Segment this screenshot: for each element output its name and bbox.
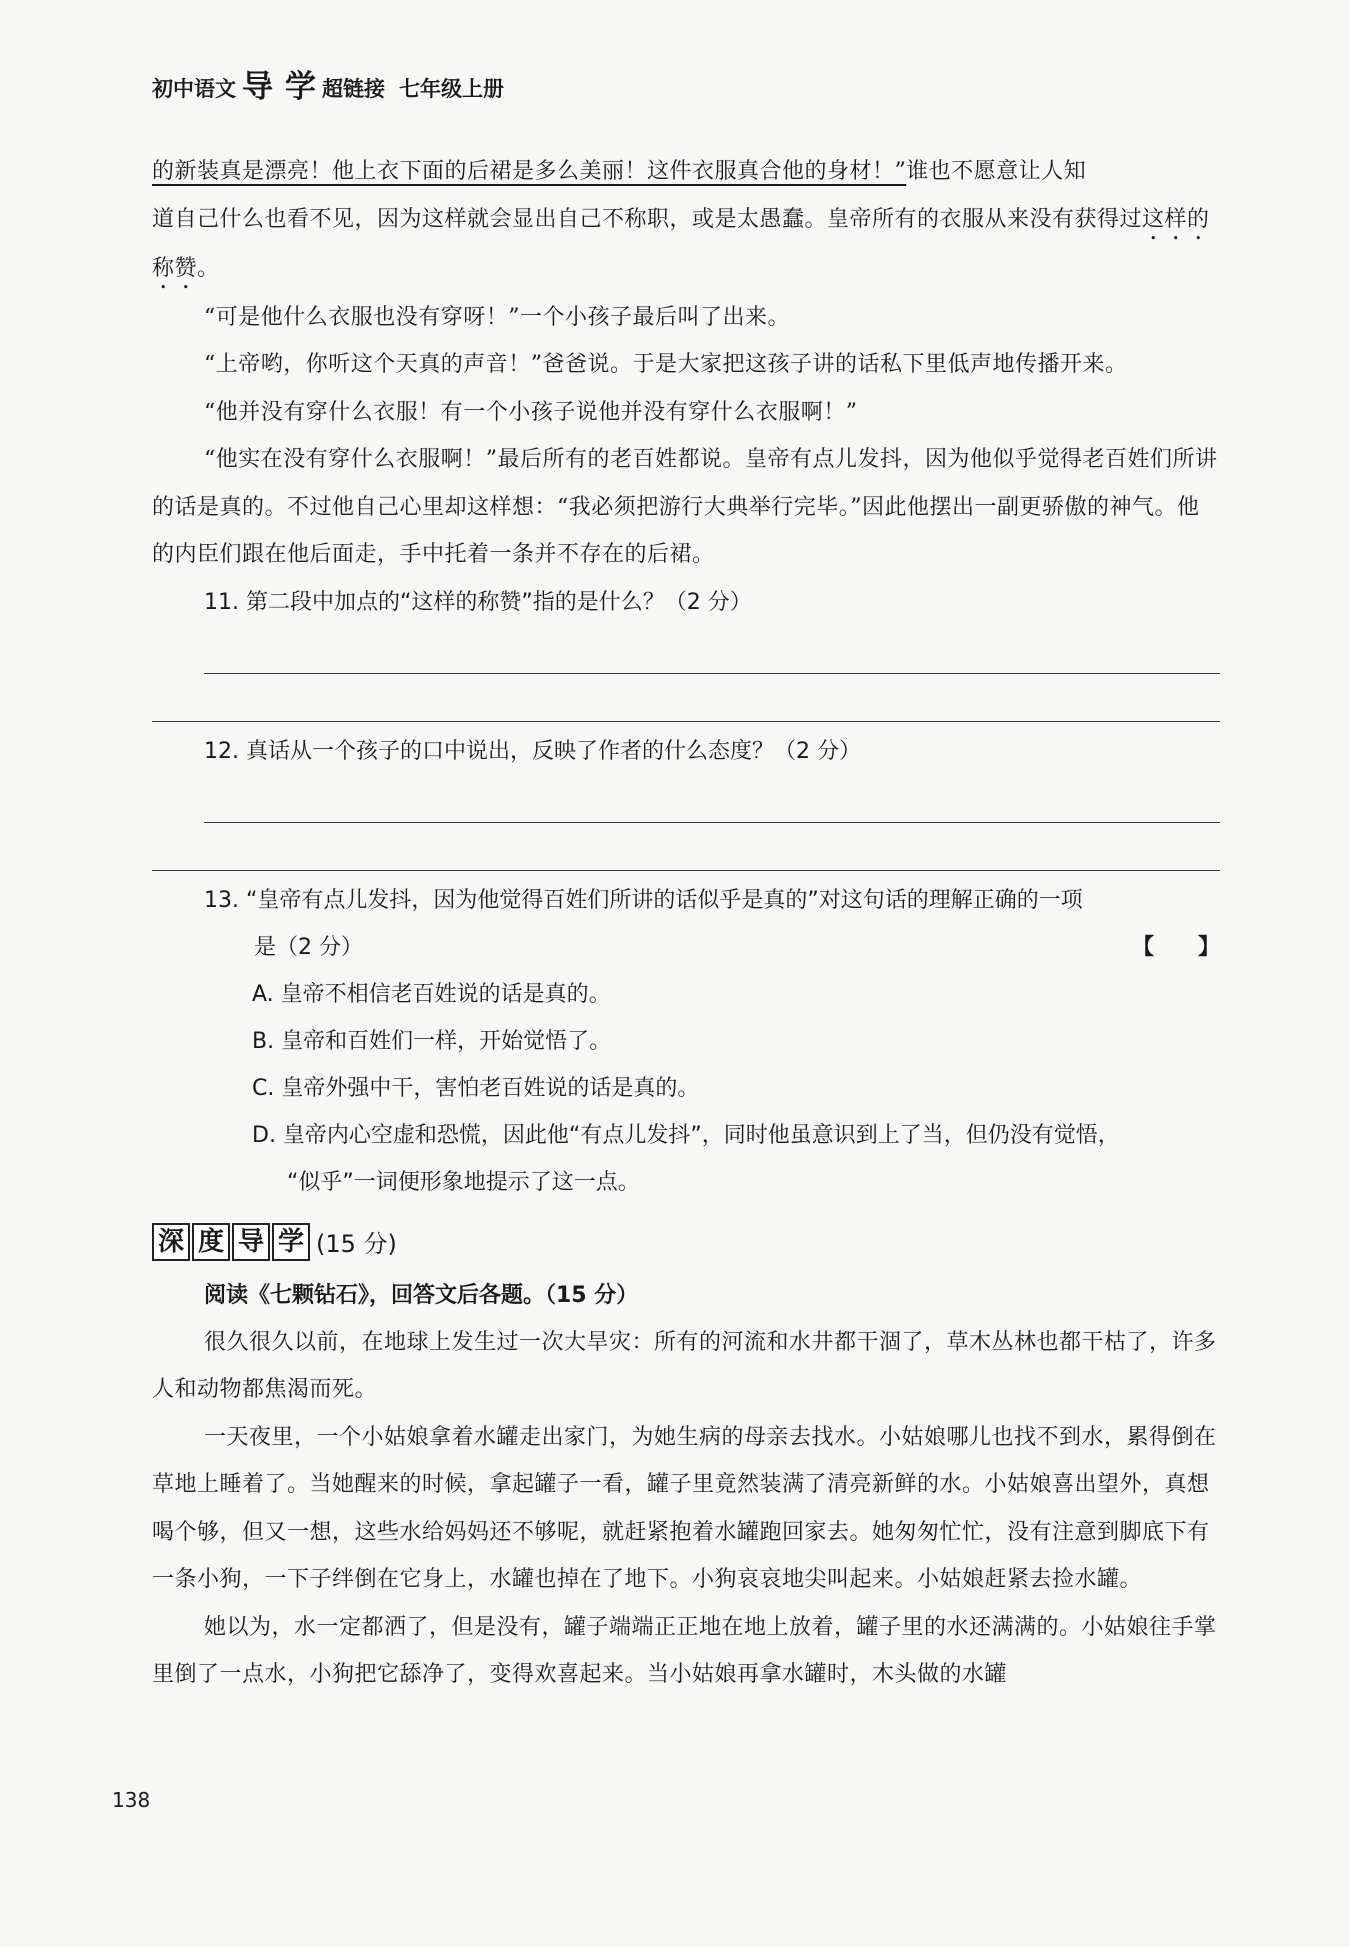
story-paragraph-2: 一天夜里，一个小姑娘拿着水罐走出家门，为她生病的母亲去找水。小姑娘哪儿也找不到水，累得倒在草地上睡着了。当她醒来的时候，拿起罐子一看，罐子里竟然装满了清亮新鲜的水。小姑娘喜出望外，真想喝个够，但又一想，这些水给妈妈还不够呢，就赶紧抱着水罐跑回家去。她匆匆忙忙，没有注意到脚底下有一条小狗，一下子绊倒在它身上，水罐也掉在了地下。小狗哀哀地尖叫起来。小姑娘赶紧去捡水罐。 — [152, 1424, 1217, 1592]
passage-paragraph-2: “可是他什么衣服也没有穿呀！”一个小孩子最后叫了出来。 — [204, 304, 790, 330]
page-number: 138 — [112, 1788, 151, 1812]
question-11: 11. 第二段中加点的“这样的称赞”指的是什么？（2 分） — [204, 589, 752, 615]
question-13-cont: 是（2 分） 【 】 — [152, 924, 1220, 971]
question-13: 13. “皇帝有点儿发抖，因为他觉得百姓们所讲的话似乎是真的”对这句话的理解正确的一项 — [204, 887, 1083, 913]
question-12: 12. 真话从一个孩子的口中说出，反映了作者的什么态度？（2 分） — [204, 738, 861, 764]
answer-line[interactable] — [204, 626, 1220, 674]
running-header — [152, 69, 504, 105]
option-b: B. 皇帝和百姓们一样，开始觉悟了。 — [252, 1028, 612, 1054]
passage-line-1: 的新装真是漂亮！他上衣下面的后裙是多么美丽！这件衣服真合他的身材！”谁也不愿意让人知 — [152, 159, 1087, 184]
option-c: C. 皇帝外强中干，害怕老百姓说的话是真的。 — [252, 1075, 700, 1101]
answer-line[interactable] — [152, 674, 1220, 722]
answer-line[interactable] — [152, 823, 1220, 871]
section-score: (15 分) — [316, 1230, 397, 1258]
option-a: A. 皇帝不相信老百姓说的话是真的。 — [252, 981, 611, 1007]
header-logo-char-2: 学 — [285, 69, 316, 105]
header-series: 初中语文 — [152, 77, 236, 101]
underlined-sentence: 的新装真是漂亮！他上衣下面的后裙是多么美丽！这件衣服真合他的身材！” — [152, 159, 907, 184]
passage-continued — [152, 148, 1220, 1699]
story-paragraph-1: 很久很久以前，在地球上发生过一次大旱灾：所有的河流和水井都干涸了，草木丛林也都干枯了，许多人和动物都焦渴而死。 — [152, 1329, 1217, 1402]
option-d-cont: “似乎”一词便形象地提示了这一点。 — [287, 1169, 640, 1195]
answer-line[interactable] — [204, 775, 1220, 823]
reading-instruction: 阅读《七颗钻石》，回答文后各题。（15 分） — [204, 1282, 639, 1308]
section-heading — [152, 1212, 1220, 1272]
dotted-phrase: 这样的称赞 — [152, 206, 1210, 281]
header-subtitle: 超链接 — [322, 77, 385, 101]
passage-paragraph-1: 道自己什么也看不见，因为这样就会显出自己不称职，或是太愚蠢。皇帝所有的衣服从来没有获得过这样的称赞。 — [152, 206, 1210, 281]
section-badge: 深 度 导 学 — [152, 1223, 312, 1261]
passage-paragraph-5: “他实在没有穿什么衣服啊！”最后所有的老百姓都说。皇帝有点儿发抖，因为他似乎觉得老百姓们所讲的话是真的。不过他自己心里却这样想：“我必须把游行大典举行完毕。”因此他摆出一副更骄傲的神气。他的内臣们跟在他后面走，手中托着一条并不存在的后裙。 — [152, 447, 1218, 567]
header-grade: 七年级上册 — [399, 77, 504, 101]
option-d: D. 皇帝内心空虚和恐慌，因此他“有点儿发抖”，同时他虽意识到上了当，但仍没有觉悟， — [252, 1122, 1120, 1148]
header-logo-char-1: 导 — [242, 69, 273, 105]
answer-bracket[interactable]: 【 】 — [1131, 934, 1220, 960]
story-paragraph-3: 她以为，水一定都洒了，但是没有，罐子端端正正地在地上放着，罐子里的水还满满的。小姑娘往手掌里倒了一点水，小狗把它舔净了，变得欢喜起来。当小姑娘再拿水罐时，木头做的水罐 — [152, 1614, 1217, 1687]
passage-paragraph-3: “上帝哟，你听这个天真的声音！”爸爸说。于是大家把这孩子讲的话私下里低声地传播开来。 — [204, 352, 1128, 377]
passage-paragraph-4: “他并没有穿什么衣服！有一个小孩子说他并没有穿什么衣服啊！” — [204, 399, 858, 425]
